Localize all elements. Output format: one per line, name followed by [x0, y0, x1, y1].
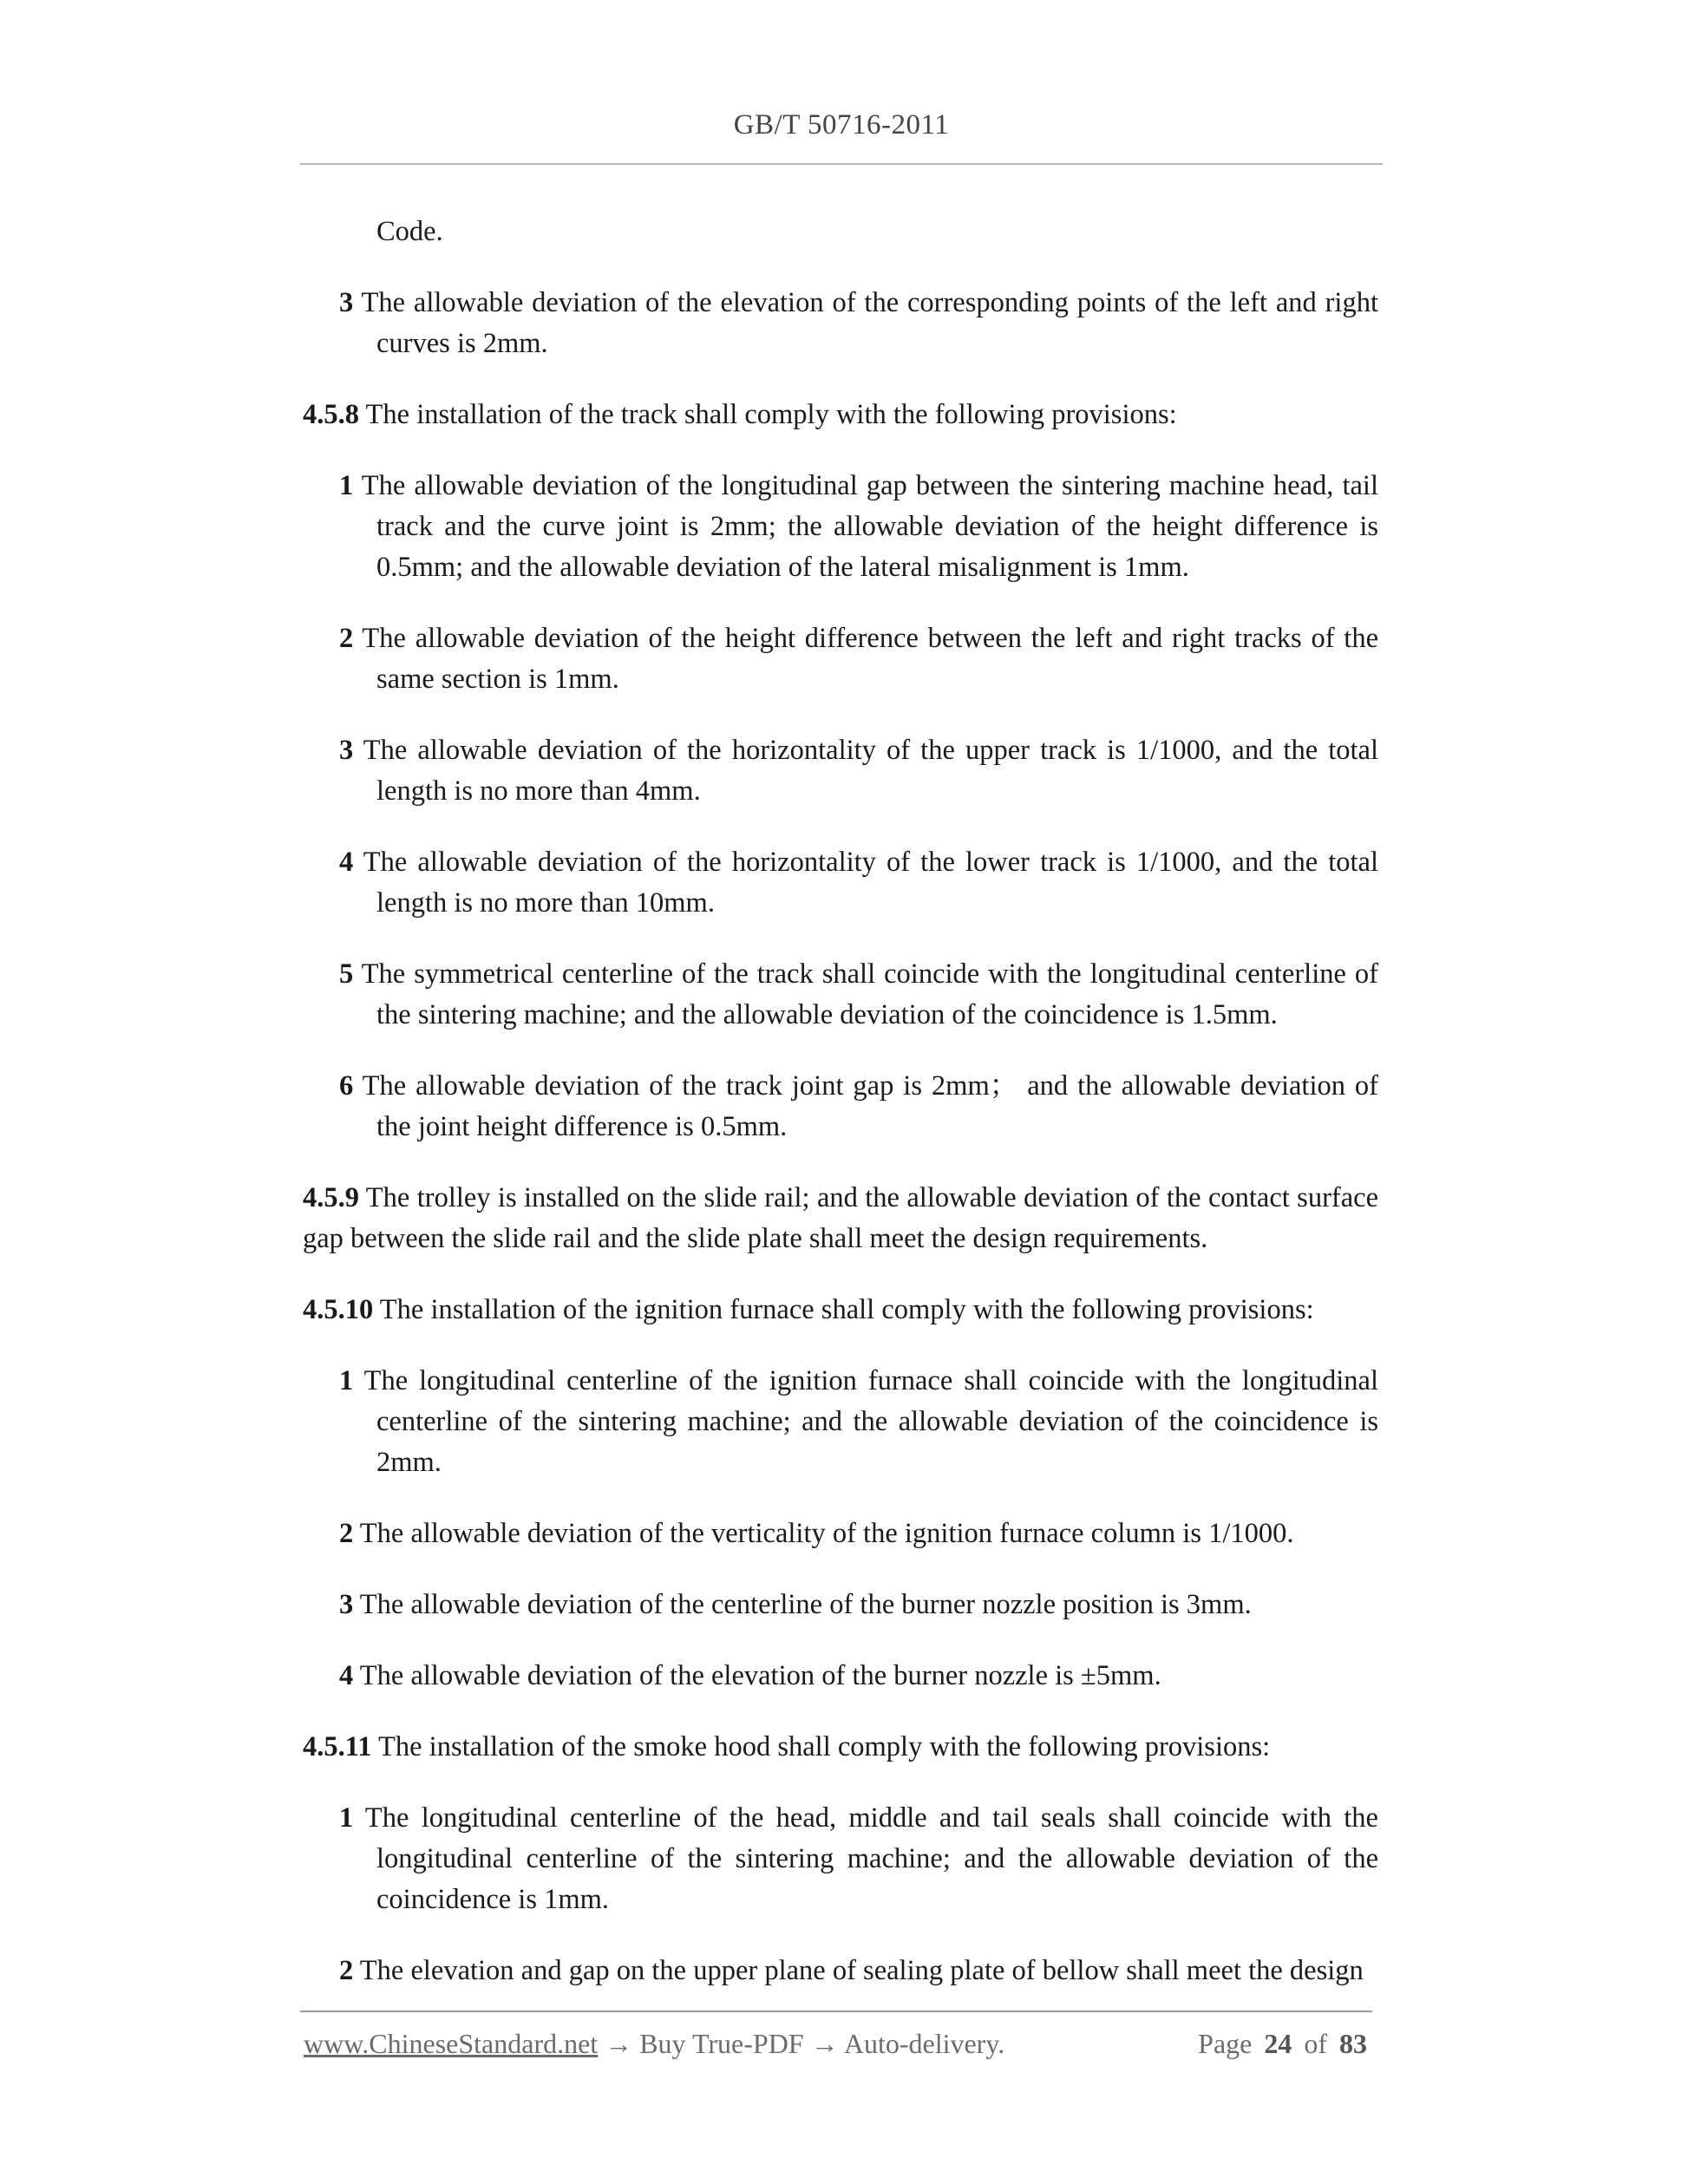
list-item	[303, 1585, 1378, 1625]
page-header-title: GB/T 50716-2011	[733, 109, 950, 141]
arrow-right-icon: →	[810, 2028, 839, 2059]
item-text: The allowable deviation of the longitudinal gap between the sintering machine head, tail track and the curve joint is 2mm; the allowable deviation of the height difference is 0.5mm; and the allowable deviation of the lateral misalignment is 1mm.	[353, 470, 1378, 583]
clause	[303, 1727, 1378, 1768]
item-text: The allowable deviation of the verticality of the ignition furnace column is 1/1000.	[353, 1518, 1294, 1549]
list-item	[303, 618, 1378, 700]
list-item	[303, 1951, 1378, 1991]
list-item	[303, 1656, 1378, 1697]
item-text: The allowable deviation of the horizontality of the upper track is 1/1000, and the total length is no more than 4mm.	[353, 735, 1378, 807]
item-number: 1	[339, 1365, 354, 1396]
list-item	[303, 1514, 1378, 1554]
clause-text: The installation of the ignition furnace shall comply with the following provisions:	[373, 1294, 1314, 1325]
item-text: The allowable deviation of the height difference between the left and right tracks of the same section is 1mm.	[353, 623, 1378, 695]
list-item	[303, 730, 1378, 812]
document-body	[303, 212, 1378, 2022]
page-total: 83	[1339, 2028, 1367, 2059]
auto-delivery-text: Auto-delivery.	[843, 2028, 1005, 2059]
item-text: The longitudinal centerline of the ignition furnace shall coincide with the longitudinal centerline of the sintering machine; and the allowable deviation of the coincidence is 2mm.	[353, 1365, 1378, 1478]
clause	[303, 1290, 1378, 1331]
item-number: 2	[339, 623, 354, 654]
clause-number: 4.5.9	[303, 1182, 359, 1213]
item-text: The allowable deviation of the elevation of the corresponding points of the left and right curves is 2mm.	[353, 287, 1378, 359]
list-item	[303, 283, 1378, 364]
list-item	[303, 1066, 1378, 1148]
item-text: The allowable deviation of the horizontality of the lower track is 1/1000, and the total length is no more than 10mm.	[353, 847, 1378, 919]
item-text: The symmetrical centerline of the track shall coincide with the longitudinal centerline of the sintering machine; and the allowable deviation of the coincidence is 1.5mm.	[353, 958, 1378, 1030]
item-number: 3	[339, 735, 354, 766]
page-number: 24	[1264, 2028, 1292, 2059]
of-label: of	[1304, 2028, 1327, 2059]
list-item	[303, 466, 1378, 588]
item-text: The allowable deviation of the centerline of the burner nozzle position is 3mm.	[353, 1589, 1252, 1620]
item-number: 4	[339, 1660, 354, 1691]
item-number: 3	[339, 1589, 354, 1620]
item-number: 1	[339, 1802, 354, 1834]
list-item	[303, 1361, 1378, 1483]
header-divider	[300, 163, 1383, 165]
clause-number: 4.5.8	[303, 399, 359, 430]
arrow-right-icon: →	[605, 2028, 633, 2059]
clause	[303, 395, 1378, 435]
clause-number: 4.5.10	[303, 1294, 374, 1325]
paragraph-continuation	[303, 212, 1378, 252]
item-number: 1	[339, 470, 354, 501]
page-label: Page	[1198, 2028, 1253, 2059]
item-number: 6	[339, 1070, 354, 1102]
clause-number: 4.5.11	[303, 1731, 372, 1762]
footer-promo	[304, 2028, 1004, 2060]
list-item	[303, 842, 1378, 924]
page-indicator	[1198, 2028, 1367, 2060]
item-text: The longitudinal centerline of the head, middle and tail seals shall coincide with the longitudinal centerline of the sintering machine; and the allowable deviation of the coincidence is 1mm.	[353, 1802, 1378, 1915]
list-item	[303, 954, 1378, 1036]
item-number: 4	[339, 847, 354, 878]
item-text: The allowable deviation of the track joint gap is 2mm； and the allowable deviation of the joint height difference is 0.5mm.	[353, 1070, 1378, 1142]
item-number: 2	[339, 1518, 354, 1549]
item-text: The elevation and gap on the upper plane of sealing plate of bellow shall meet the design	[353, 1955, 1364, 1986]
clause-text: The installation of the track shall comply with the following provisions:	[359, 399, 1177, 430]
paragraph-text: Code.	[376, 216, 443, 247]
website-link[interactable]: www.ChineseStandard.net	[304, 2028, 599, 2059]
list-item	[303, 1798, 1378, 1920]
item-text: The allowable deviation of the elevation of the burner nozzle is ±5mm.	[353, 1660, 1161, 1691]
buy-pdf-text: Buy True-PDF	[639, 2028, 804, 2059]
clause	[303, 1178, 1378, 1259]
clause-text: The installation of the smoke hood shall comply with the following provisions:	[371, 1731, 1271, 1762]
footer-divider	[300, 2011, 1372, 2012]
item-number: 5	[339, 958, 354, 990]
item-number: 2	[339, 1955, 354, 1986]
item-number: 3	[339, 287, 354, 318]
clause-text: The trolley is installed on the slide rail; and the allowable deviation of the contact surface gap between the slide rail and the slide plate shall meet the design requirements.	[303, 1182, 1378, 1254]
